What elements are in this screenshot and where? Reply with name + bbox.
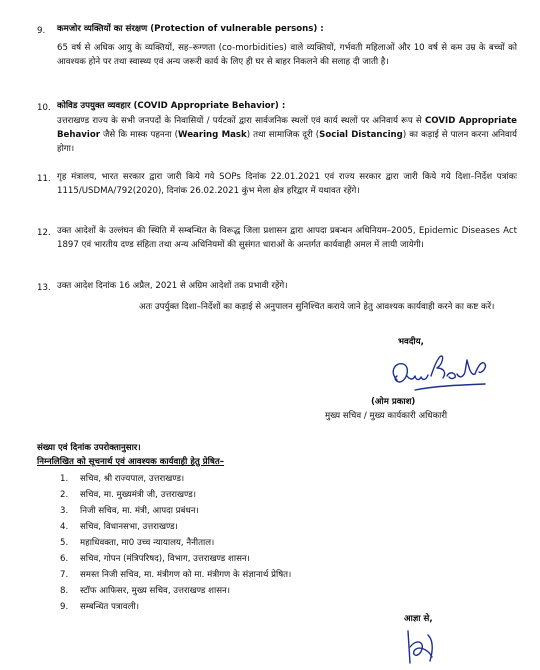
signature-image <box>385 350 495 395</box>
item-10-bold-mask: Wearing Mask <box>178 130 247 140</box>
reference-line: संख्या एवं दिनांक उपरोक्तानुसार। <box>37 443 141 453</box>
order-text: आज्ञा से, <box>404 614 433 624</box>
item-10-number: 10. <box>37 103 51 113</box>
copy-list-item <box>60 488 196 500</box>
copy-list-heading: निम्नलिखित को सूचनार्थ एवं आवश्यक कार्यवाही हेतु प्रेषित– <box>37 457 225 467</box>
item-10-body-part: ) तथा सामाजिक दूरी ( <box>246 130 320 140</box>
copy-list-item-text: सम्बन्धित पत्रावली। <box>80 602 139 612</box>
copy-list-item <box>60 520 178 532</box>
copy-list-item <box>60 536 214 548</box>
closing-paragraph: अतः उपर्युक्त दिशा–निर्देशों का कड़ाई से अनुपालन सुनिश्चित कराये जाने हेतु आवश्यक कार्यवाही करने का कष्ट करें। <box>139 302 495 312</box>
copy-list-item-text: सचिव, मा. मुख्यमंत्री जी, उत्तराखण्ड। <box>80 490 196 500</box>
copy-list-item-text: सचिव, गोपन (मंत्रिपरिषद), विभाग, उत्तराखण्ड शासन। <box>80 554 250 564</box>
copy-list-item-number: 4. <box>60 522 69 532</box>
signoff: भवदीय, <box>398 337 424 347</box>
item-13-number: 13. <box>37 283 51 293</box>
item-9-heading: कमजोर व्यक्तियों का संरक्षण (Protection of vulnerable persons) : <box>57 24 324 34</box>
copy-list-item <box>60 600 139 612</box>
item-13-body: उक्त आदेश दिनांक 16 अप्रैल, 2021 से अग्रिम आदेशों तक प्रभावी रहेंगे। <box>57 281 288 291</box>
copy-list-item-number: 5. <box>60 538 69 548</box>
item-10-bold-covid: COVID Appropriate Behavior <box>57 116 517 140</box>
item-10-body-part: उत्तराखण्ड राज्य के सभी जनपदों के निवासियों / पर्यटकों द्वारा सार्वजनिक स्थलों एवं कार्य स्थलों पर अनिवार्य रूप से <box>57 116 425 126</box>
item-10-body <box>57 114 517 156</box>
copy-list-item <box>60 552 250 564</box>
copy-list-item <box>60 568 291 580</box>
copy-list-item-number: 8. <box>60 586 69 596</box>
copy-list-item-text: महाधिवक्ता, मा0 उच्च न्यायालय, नैनीताल। <box>80 538 215 548</box>
copy-list-item-number: 2. <box>60 490 69 500</box>
item-10-body-part: ) का कड़ाई से पालन करना अनिवार्य होगा। <box>57 130 517 154</box>
item-9-number: 9. <box>37 26 46 36</box>
copy-list-item-number: 9. <box>60 602 69 612</box>
copy-list-item-number: 1. <box>60 474 69 484</box>
copy-list-item-text: समस्त निजी सचिव, मा. मंत्रीगण को मा. मंत्रीगण के संज्ञानार्थ प्रेषित। <box>80 570 292 580</box>
item-9-body: 65 वर्ष से अधिक आयु के व्यक्तियों, सह–रूग्णता (co-morbidities) वाले व्यक्तियों, गर्भवती महिलाओं और 10 वर्ष से कम उम्र के बच्चों को आवश्यक होने पर तथा स्वास्थ्य एवं अन्य जरूरी कार्य के लिए ही घर से बाहर निकलने की सलाह दी जाती है। <box>57 43 517 67</box>
copy-list-item <box>60 584 230 596</box>
item-10-heading: कोविड उपयुक्त व्यवहार (COVID Appropriate Behavior) : <box>57 101 286 111</box>
copy-list-item-text: सचिव, श्री राज्यपाल, उत्तराखण्ड। <box>80 474 185 484</box>
copy-list-item <box>60 504 199 516</box>
copy-list-item-number: 3. <box>60 506 69 516</box>
copy-list-item-text: स्टॉफ आफिसर, मुख्य सचिव, उत्तराखण्ड शासन। <box>80 586 231 596</box>
item-11-body: गृह मंत्रालय, भारत सरकार द्वारा जारी किये गये SOPs दिनांक 22.01.2021 एवं राज्य सरकार द्वारा जारी किये गये दिशा–निर्देश पत्रांकः 1115/USDMA/792(2020), दिनांक 26.02.2021 कुंभ मेला क्षेत्र हरिद्वार में यथावत रहेंगे। <box>57 172 517 196</box>
item-10-bold-distancing: Social Distancing <box>319 130 403 140</box>
item-11-number: 11. <box>37 174 51 184</box>
copy-list-item-number: 6. <box>60 554 69 564</box>
signer-name: (ओम प्रकाश) <box>371 397 416 407</box>
signer-title: मुख्य सचिव / मुख्य कार्यकारी अधिकारी <box>325 411 448 421</box>
item-10-body-part: जैसे कि मास्क पहनना ( <box>100 130 179 140</box>
item-12-number: 12. <box>37 228 51 238</box>
initials-image <box>398 627 448 667</box>
copy-list-item <box>60 472 184 484</box>
copy-list-item-text: सचिव, विधानसभा, उत्तराखण्ड। <box>80 522 178 532</box>
copy-list-item-number: 7. <box>60 570 69 580</box>
item-12-body: उक्त आदेशों के उल्लंघन की स्थिति में सम्बन्धित के विरूद्ध जिला प्रशासन द्वारा आपदा प्रबन्धन अधिनियम–2005, Epidemic Diseases Act 1897 एवं भारतीय दण्ड संहिता तथा अन्य अधिनियमों की सुसंगत धाराओं के अन्तर्गत कार्यवाही अमल में लायी जायेगी। <box>57 226 517 250</box>
copy-list-item-text: निजी सचिव, मा. मंत्री, आपदा प्रबंधन। <box>80 506 199 516</box>
